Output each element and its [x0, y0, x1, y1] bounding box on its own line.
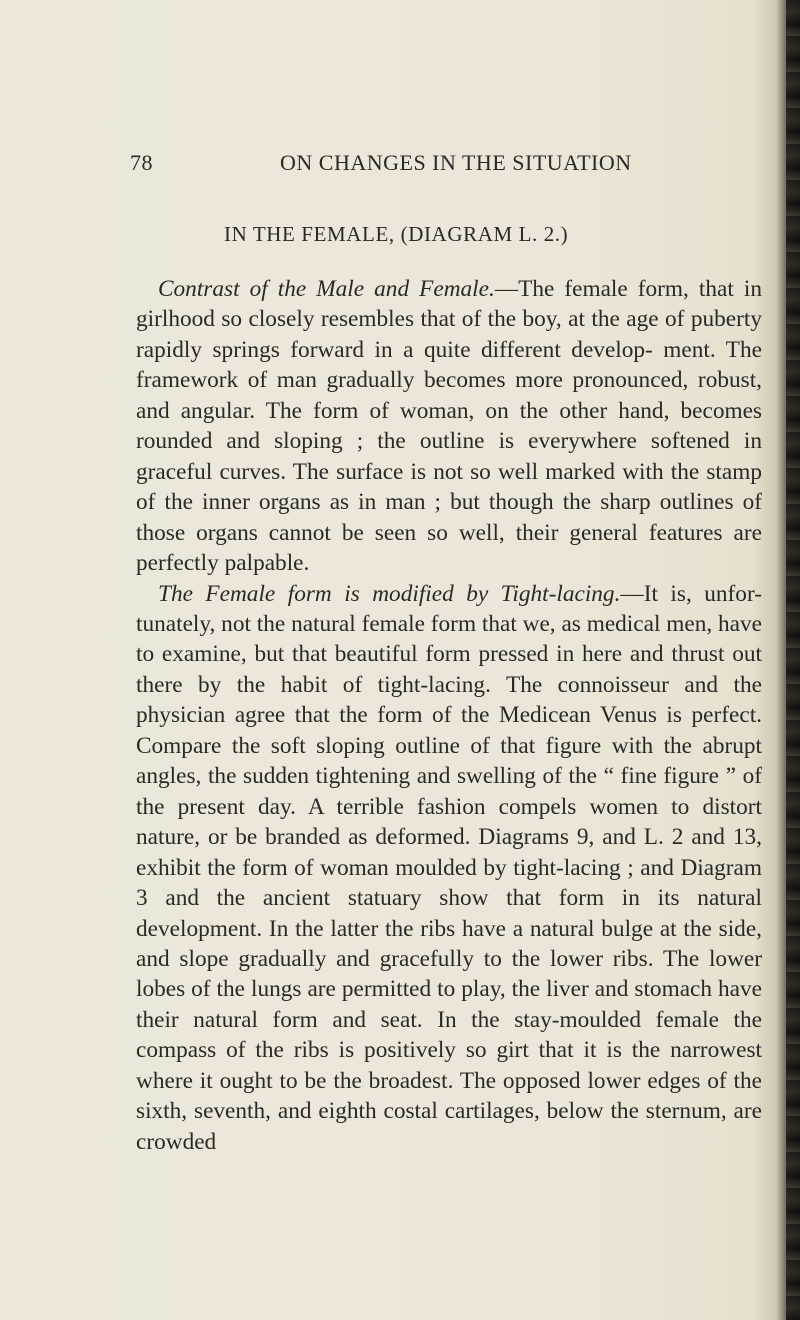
- binding-edge: [786, 0, 800, 1320]
- body-text: [136, 274, 762, 1157]
- running-head: [130, 150, 770, 176]
- paragraph: [136, 274, 762, 579]
- paragraph-text: —It is, unfor- tunately, not the natural female form that we, as medical men, have to examine, but that beautiful form pressed in here and thrust out there by the habit of tight-lacing. The connoisseur and the physician agree that the form of the Medicean Venus is perfect. Compare the soft sloping outline of that figure with the abrupt angles, the sudden tightening and swelling of the “ fine figure ” of the present day. A terrible fashion compels women to distort nature, or be branded as deformed. Diagrams 9, and L. 2 and 13, exhibit the form of woman moulded by tight-lacing ; and Diagram 3 and the ancient statuary show that form in its natural development. In the latter the ribs have a natural bulge at the side, and slope gradually and gracefully to the lower ribs. The lower lobes of the lungs are permitted to play, the liver and stomach have their natural form and seat. In the stay-moulded female the compass of the ribs is positively so girt that it is the narrowest where it ought to be the broadest. The opposed lower edges of the sixth, seventh, and eighth costal cartilages, below the sternum, are crowded: [136, 580, 763, 1155]
- paragraph: [136, 579, 762, 1158]
- paragraph-heading: The Female form is modified by Tight-lacing.: [158, 580, 621, 607]
- page-number: 78: [130, 150, 153, 175]
- running-title: ON CHANGES IN THE SITUATION: [280, 150, 632, 175]
- section-heading: IN THE FEMALE, (DIAGRAM L. 2.): [224, 222, 569, 246]
- paragraph-heading: Contrast of the Male and Female.: [158, 276, 495, 302]
- paragraph-text: —The female form, that in girlhood so closely resembles that of the boy, at the age of puberty rapidly springs forward in a quite different develop- ment. The framework of man gradually becomes more pronounced, robust, and angular. The form of woman, on the other hand, becomes rounded and sloping ; the outline is everywhere softened in graceful curves. The surface is not so well marked with the stamp of the inner organs as in man ; but though the sharp outlines of those organs cannot be seen so well, their general features are perfectly palpable.: [136, 276, 762, 577]
